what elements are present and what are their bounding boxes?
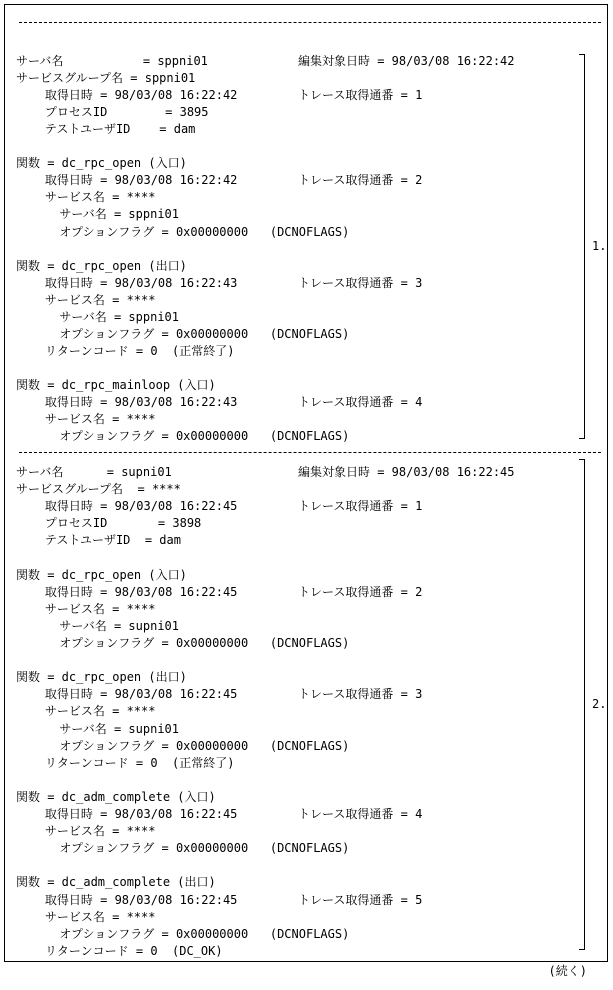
trace-line-text: オプションフラグ = 0x00000000 (DCNOFLAGS): [16, 636, 350, 650]
trace-line-right-text: トレース取得通番 = 5: [298, 892, 423, 907]
section-number-label: 1.: [592, 238, 607, 253]
trace-line-right-text: トレース取得通番 = 3: [298, 687, 423, 702]
trace-line-text: サーバ名 = supni01: [16, 618, 179, 633]
trace-line-text: サービス名 = ****: [16, 909, 156, 924]
trace-line-text: サービス名 = ****: [16, 601, 156, 616]
trace-line-text: 取得日時 = 98/03/08 16:22:45: [16, 892, 238, 907]
trace-line-text: サーバ名 = sppni01: [16, 207, 179, 222]
trace-line-right-text: トレース取得通番 = 1: [298, 88, 423, 103]
trace-line-right-text: トレース取得通番 = 2: [298, 584, 423, 599]
trace-line-text: サービスグループ名 = ****: [16, 482, 181, 497]
trace-line-text: 関数 = dc_rpc_open (出口): [16, 670, 187, 685]
trace-line-text: 関数 = dc_adm_complete (入口): [16, 789, 216, 804]
section-number-label: 2.: [592, 696, 607, 711]
trace-line-text: オプションフラグ = 0x00000000 (DCNOFLAGS): [16, 926, 350, 941]
trace-line-text: リターンコード = 0 (正常終了): [16, 343, 235, 358]
trace-line-text: 取得日時 = 98/03/08 16:22:43: [16, 395, 238, 409]
separator-middle: [19, 452, 601, 453]
trace-line-text: オプションフラグ = 0x00000000 (DCNOFLAGS): [16, 738, 350, 753]
trace-line-text: オプションフラグ = 0x00000000 (DCNOFLAGS): [16, 841, 350, 856]
section-bracket: [579, 459, 585, 950]
trace-line-text: サービス名 = ****: [16, 412, 156, 427]
trace-line-right-text: トレース取得通番 = 1: [298, 499, 423, 514]
trace-line-text: プロセスID = 3895: [16, 105, 209, 120]
trace-line-text: サービス名 = ****: [16, 190, 156, 205]
trace-line-text: 取得日時 = 98/03/08 16:22:45: [16, 499, 238, 514]
continued-note: (続く): [548, 964, 587, 978]
trace-line-text: 関数 = dc_rpc_open (出口): [16, 258, 187, 273]
trace-line-right-text: 編集対象日時 = 98/03/08 16:22:42: [298, 54, 515, 68]
trace-line-text: サービス名 = ****: [16, 824, 156, 839]
trace-line-text: サービス名 = ****: [16, 292, 156, 307]
trace-line-text: サービスグループ名 = sppni01: [16, 71, 196, 86]
trace-listing-frame: [4, 4, 608, 962]
trace-line-text: プロセスID = 3898: [16, 516, 202, 531]
trace-line-text: テストユーザID = dam: [16, 122, 196, 137]
trace-line-text: サービス名 = ****: [16, 704, 156, 719]
trace-line-text: 関数 = dc_adm_complete (出口): [16, 875, 216, 890]
trace-line-text: オプションフラグ = 0x00000000 (DCNOFLAGS): [16, 224, 350, 239]
trace-line-text: 取得日時 = 98/03/08 16:22:45: [16, 687, 238, 702]
trace-line-text: 取得日時 = 98/03/08 16:22:42: [16, 173, 238, 188]
trace-line-right-text: トレース取得通番 = 4: [298, 807, 423, 821]
trace-line-text: サーバ名 = sppni01: [16, 54, 208, 68]
trace-line-text: 取得日時 = 98/03/08 16:22:43: [16, 275, 238, 290]
trace-line-text: 取得日時 = 98/03/08 16:22:42: [16, 88, 238, 103]
trace-line-right-text: トレース取得通番 = 2: [298, 173, 423, 188]
trace-line-right-text: 編集対象日時 = 98/03/08 16:22:45: [298, 465, 515, 479]
trace-line-text: 関数 = dc_rpc_mainloop (入口): [16, 377, 216, 392]
separator-top: [19, 22, 601, 23]
trace-line-text: サーバ名 = supni01: [16, 721, 179, 736]
trace-line-text: 関数 = dc_rpc_open (入口): [16, 156, 187, 171]
section-bracket: [579, 54, 585, 439]
trace-line-text: 関数 = dc_rpc_open (入口): [16, 567, 187, 582]
trace-line-text: サーバ名 = supni01: [16, 465, 172, 479]
trace-line-text: リターンコード = 0 (DC_OK): [16, 943, 223, 958]
trace-line-text: オプションフラグ = 0x00000000 (DCNOFLAGS): [16, 429, 350, 444]
trace-line-text: 取得日時 = 98/03/08 16:22:45: [16, 584, 238, 599]
trace-line-text: リターンコード = 0 (正常終了): [16, 755, 235, 770]
trace-line-text: サーバ名 = sppni01: [16, 309, 179, 324]
trace-line-text: 取得日時 = 98/03/08 16:22:45: [16, 807, 238, 821]
trace-line-right-text: トレース取得通番 = 3: [298, 275, 423, 290]
trace-line-right-text: トレース取得通番 = 4: [298, 395, 423, 409]
trace-line-text: オプションフラグ = 0x00000000 (DCNOFLAGS): [16, 326, 350, 341]
trace-line-text: テストユーザID = dam: [16, 533, 181, 548]
